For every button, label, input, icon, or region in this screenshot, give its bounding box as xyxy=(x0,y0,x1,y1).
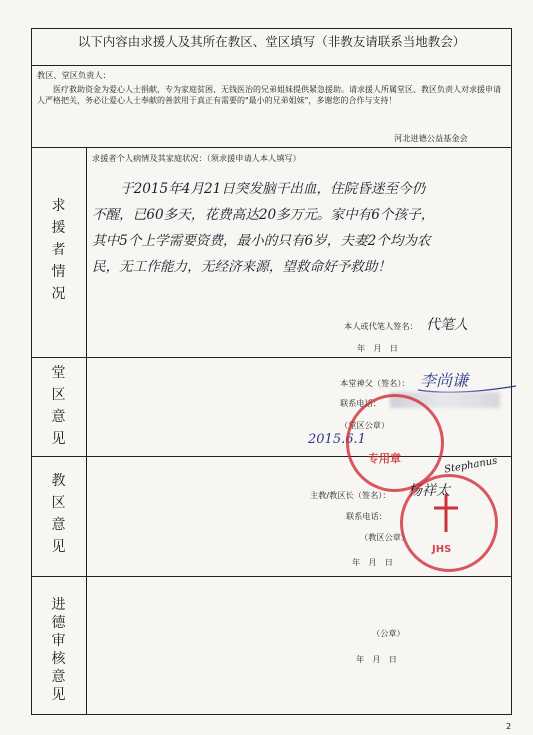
form-header: 以下内容由求援人及其所在教区、堂区填写（非教友请联系当地教会） xyxy=(77,34,466,49)
organization-name: 河北进德公益基金会 xyxy=(394,133,468,143)
divider-header xyxy=(31,65,512,66)
applicant-signature-label: 本人或代笔人签名： xyxy=(344,321,418,331)
applicant-signature: 代笔人 xyxy=(426,317,468,333)
divider-applicant xyxy=(31,357,512,358)
diocese-date: 年 月 日 xyxy=(352,557,393,567)
divider-diocese xyxy=(31,576,512,577)
review-side-label: 进 德 审 核 意 见 xyxy=(51,597,66,703)
applicant-prompt: 求援者个人病情及其家庭状况：（须求援申请人本人填写） xyxy=(92,153,301,163)
bishop-signature: 杨祥太 xyxy=(408,483,450,499)
label-column-divider xyxy=(86,147,87,715)
parish-side-label: 堂 区 意 见 xyxy=(51,365,66,447)
diocese-side-label: 教 区 意 见 xyxy=(51,473,66,555)
parish-phone-label: 联系电话： xyxy=(340,398,381,408)
divider-section1 xyxy=(31,147,512,148)
bishop-signature-label: 主教/教区长（签名）： xyxy=(310,490,391,500)
parish-stamp-text: 专用章 xyxy=(368,452,401,465)
review-date: 年 月 日 xyxy=(356,654,397,664)
latin-signature: Stephanus xyxy=(443,455,499,476)
section1-body: 医疗救助资金为爱心人士捐献，专为家庭贫困、无钱医治的兄弟姐妹提供紧急援助。请求援人所属堂区、教区负责人对求援申请人严格把关，务必让爱心人士奉献的善款用于真正有需要的"最小的兄弟姐妹"，多谢您的合作与支持！ xyxy=(37,85,501,105)
diocese-phone-label: 联系电话： xyxy=(346,511,387,521)
section1-label: 教区、堂区负责人： xyxy=(37,70,111,80)
handwriting-line-4: 民，无工作能力，无经济来源，望救命好予救助！ xyxy=(92,259,392,275)
review-seal-label: （公章） xyxy=(372,628,405,638)
page-number: 2 xyxy=(506,721,512,731)
applicant-side-label: 求 援 者 情 况 xyxy=(51,198,66,302)
priest-signature: 李尚谦 xyxy=(420,371,469,390)
parish-date-handwritten: 2015.6.1 xyxy=(308,432,366,447)
handwriting-line-2: 不醒，已60多天，花费高达20多万元。家中有6个孩子， xyxy=(92,207,435,223)
parish-seal-label: （堂区公章） xyxy=(340,420,390,430)
handwriting-line-1: 于2015年4月21日突发脑干出血，住院昏迷至今仍 xyxy=(120,181,426,197)
diocese-stamp-text: JHS xyxy=(432,544,452,555)
priest-signature-label: 本堂神父（签名）： xyxy=(340,378,410,388)
applicant-date: 年 月 日 xyxy=(357,343,398,353)
diocese-seal-label: （教区公章） xyxy=(360,532,410,542)
handwriting-line-3: 其中5个上学需要资费，最小的只有6岁，夫妻2个均为农 xyxy=(92,233,431,249)
